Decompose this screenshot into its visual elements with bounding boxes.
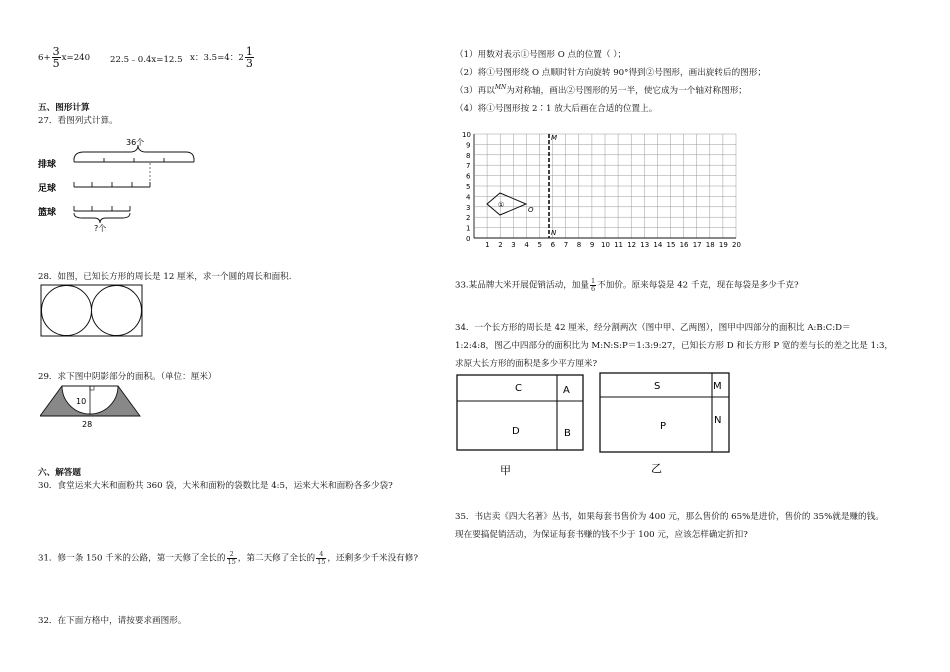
x-tick-label: 6 — [550, 241, 556, 249]
row-label-football: 足球 — [38, 184, 57, 194]
question-34-line-1: 34．一个长方形的周长是 42 厘米，经分割两次（图中甲、乙两图），图甲中四部分的面积比 A:B:C:D＝ — [455, 323, 851, 333]
region-N: N — [714, 415, 722, 426]
x-tick-label: 16 — [679, 241, 689, 249]
question-34-line-3: 求原大长方形的面积是多少平方厘米? — [455, 359, 598, 369]
fraction: $\frac{4}{15}$ — [317, 550, 326, 566]
circle-left — [42, 286, 92, 336]
q32-step-2: （2）将①号图形绕 O 点顺时针方向旋转 90°得到②号图形，画出旋转后的图形； — [455, 68, 766, 78]
y-tick-label: 10 — [462, 131, 471, 139]
height-label: 10 — [76, 397, 87, 406]
question-30: 30．食堂运来大米和面粉共 360 袋，大米和面粉的袋数比是 4:5，运来大米和面粉各多少袋? — [38, 481, 393, 491]
x-tick-label: 7 — [563, 241, 569, 249]
region-C: C — [515, 383, 522, 394]
x-tick-label: 15 — [666, 241, 676, 249]
question-34-line-2: 1:2:4:8，图乙中四部分的面积比为 M:N:S:P＝1:3:9:27，已知长方形 D 和长方形 P 宽的差与长的差之比是 1:3， — [455, 341, 894, 351]
x-tick-label: 8 — [576, 241, 582, 249]
x-tick-label: 19 — [718, 241, 728, 249]
top-brace — [74, 145, 194, 160]
y-tick-label: 8 — [466, 151, 471, 160]
row-label-volleyball: 排球 — [38, 160, 57, 170]
x-tick-label: 12 — [627, 241, 637, 249]
question-35-line-2: 现在要搞促销活动，为保证每套书赚的钱不少于 100 元，应该怎样确定折扣? — [455, 530, 748, 540]
shape-1-label: ① — [498, 201, 505, 209]
caption-jia: 甲 — [500, 464, 511, 477]
question-32: 32．在下面方格中，请按要求画图形。 — [38, 616, 187, 626]
y-tick-label: 3 — [466, 203, 471, 212]
y-tick-label: 1 — [466, 224, 471, 233]
width-label: 28 — [82, 420, 93, 429]
q34-figure-jia — [456, 374, 586, 478]
x-tick-label: 20 — [732, 241, 741, 249]
section-5-title: 五、图形计算 — [38, 103, 90, 113]
section-6-title: 六、解答题 — [38, 468, 81, 478]
y-tick-label: 9 — [466, 141, 471, 150]
x-tick-label: 9 — [589, 241, 595, 249]
fraction: $\frac{2}{15}$ — [227, 550, 236, 566]
x-tick-label: 1 — [485, 241, 490, 249]
q28-rectangle-circles — [40, 284, 146, 340]
x-tick-label: 18 — [705, 241, 715, 249]
x-tick-label: 11 — [614, 241, 624, 249]
circle-right — [92, 286, 142, 336]
equation-3: x：3.5=4：2 $\frac{1}{3}$ — [190, 45, 253, 70]
q27-bottom-label: ?个 — [94, 224, 107, 233]
y-tick-label: 4 — [466, 193, 471, 202]
label-N: N — [551, 229, 557, 237]
region-A: A — [563, 385, 570, 396]
question-29: 29．求下图中阴影部分的面积。（单位：厘米） — [38, 372, 217, 382]
y-tick-label: 6 — [466, 172, 471, 181]
x-tick-label: 13 — [640, 241, 650, 249]
region-P: P — [660, 421, 667, 432]
q34-figure-yi — [599, 372, 731, 478]
q27-bar-diagram — [38, 130, 208, 240]
x-tick-label: 2 — [498, 241, 503, 249]
label-O: O — [528, 206, 534, 214]
y-tick-label: 0 — [466, 235, 471, 243]
question-28: 28．如图，已知长方形的周长是 12 厘米，求一个圆的周长和面积. — [38, 272, 292, 282]
row-label-basketball: 篮球 — [38, 208, 57, 218]
x-tick-label: 4 — [524, 241, 529, 249]
y-tick-label: 5 — [466, 183, 471, 191]
label-M: M — [551, 134, 558, 142]
fraction: $\frac{3}{5}$ — [52, 45, 60, 70]
q32-step-1: （1）用数对表示①号图形 O 点的位置（ ）； — [455, 50, 627, 60]
x-tick-label: 14 — [653, 241, 663, 249]
region-M: M — [713, 381, 722, 392]
question-31: 31．修一条 150 千米的公路，第一天修了全长的 $\frac{2}{15}$ ，第二天修了全长的 $\frac{4}{15}$ ，还剩多少千米没有修? — [38, 550, 418, 566]
equation-2: 22.5﹣0.4x=12.5 — [110, 55, 183, 65]
x-tick-label: 17 — [692, 241, 702, 249]
x-tick-label: 10 — [601, 241, 610, 249]
question-35-line-1: 35．书店卖《四大名著》丛书，如果每套书售价为 400 元，那么售价的 65%是进价，售价的 35%就是赚的钱。 — [455, 512, 884, 522]
y-tick-label: 7 — [466, 162, 471, 171]
bottom-brace — [74, 213, 130, 223]
caption-yi: 乙 — [651, 462, 662, 475]
x-tick-label: 3 — [511, 241, 516, 249]
fraction: $\frac{1}{3}$ — [245, 45, 253, 70]
q27-top-label: 36个 — [126, 138, 145, 147]
q32-step-3: （3）再以$^{MN}$为对称轴，画出②号图形的另一半，使它成为一个轴对称图形； — [455, 84, 747, 96]
q32-step-4: （4）将①号图形按 2∶1 放大后画在合适的位置上。 — [455, 104, 658, 114]
y-tick-label: 2 — [466, 214, 471, 223]
question-33: 33.某品牌大米开展促销活动，加量 $\frac{1}{6}$ 不加价。原来每袋是 42 千克，现在每袋是多少千克? — [455, 277, 799, 293]
question-27: 27．看图列式计算。 — [38, 116, 118, 126]
region-B: B — [564, 428, 571, 439]
fraction: $\frac{1}{6}$ — [590, 277, 596, 293]
equation-1: 6+ $\frac{3}{5}$ x=240 — [38, 45, 91, 70]
region-S: S — [654, 381, 661, 392]
x-tick-label: 5 — [537, 241, 542, 249]
q29-shaded-figure — [40, 384, 144, 430]
coordinate-grid — [462, 118, 762, 252]
region-D: D — [512, 426, 520, 437]
